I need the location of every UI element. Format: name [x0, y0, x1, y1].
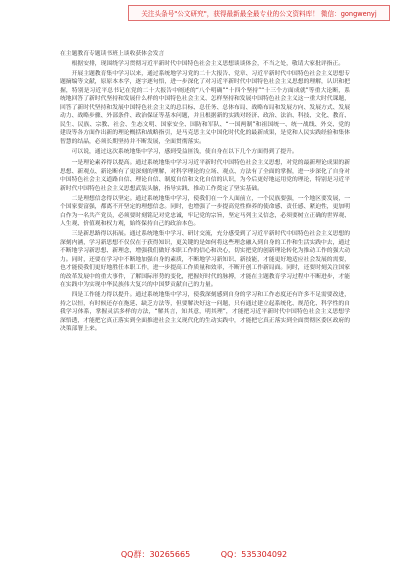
paragraph-point-1: 一是理论素养得以提高。通过系统地集中学习习近平新时代中国特色社会主义思想，对党的最新理论成果的新思想、新观点、新论断有了更深刻的理解，对科学理论的立场、观点、方法有了全面的掌握，进一步深化了自身对中国特色社会主义道路自信、理论自信、制度自信和文化自信的认识，为今后更好地运用党的理论，特别是习近平新时代中国特色社会主义思想武装头脑，指导实践、推动工作奠定了坚实基础。: [60, 160, 350, 192]
paragraph-point-2: 二是理想信念得以坚定。通过系统地集中学习，使我们在一个人面前立，一个民族要强，一个地区要发展，一个国家要富强，都离不开坚定的理想信念。同时，也增强了一步提高党性修养的使命感、责任感、紧迫性，更加明白作为一名共产党员，必须要时刻铭记对党忠诚，牢记党的宗旨，坚定马列主义信念，必须要树立正确的世界观、人生观、价值观和权力观，始终保持自己的政治本色。: [60, 195, 350, 227]
paragraph-summary: 可以说，通过这次系统地集中学习，感到受益匪浅，使自身在以下几个方面得到了提升。: [71, 148, 298, 155]
promo-banner: [128, 5, 390, 21]
paragraph-point-3: 三是新思路得以拓展。通过系统地集中学习、研讨交流，充分感受到了习近平新时代中国特色社会主义思想的深刻内涵，学习新思想不仅仅在于获得知识，更关键的是如何将这些理念融入到自身的工作和生活实践中去，通过不断地学习新思想、新理念，增强我们做好本职工作的信心和决心，切实把党的创新理论转化为推动工作的强大动力。同时，还要在学习中不断地加强自身的素质，不断地学习新知识、新技能，才能更好地适应社会发展的需要，也才能使我们更好地胜任本职工作，进一步提高工作质量和效率，不断开创工作新局面。同时，还要时刻关注国家的改革发展中的重大事件，了解国际形势的变化，把握好时代的脉搏，才能在主题教育学习过程中不断进步，才能在实践中为实现中华民族伟大复兴的中国梦贡献自己的力量。: [60, 231, 350, 288]
qq-text: QQ：535304092: [220, 550, 288, 559]
paragraph-point-4: 四是工作能力得以提升。通过系统地集中学习，使我深刻感到自身的学习和工作态度还有许多不足需要改进，持之以恒，有时候还存在拖延、缺乏方法等，但要解决好这一问题，只有通过建立起系统化、规范化、科学性的自我学习体系，掌握灵活多样的方法，“解其言，知其意，明其理”，才能把习近平新时代中国特色社会主义思想学深悟透，才能把它真正落实到全面推进社会主义现代化的生动实践中，才能把它真正落实到全面贯彻区委区政府的决策部署上来。: [60, 292, 350, 332]
document-body: [60, 50, 350, 335]
document-title: 在主题教育专题读书班上谈收获体会发言: [60, 51, 165, 57]
promo-banner-text: 关注头条号"公文研究"，获得最新最全最专业的公文资料库！ 微信：gongwenyj: [141, 10, 377, 18]
contact-footer: [0, 548, 408, 562]
paragraph-overview: 开展主题教育集中学习以来，通过系统地学习党的二十大报告、党章、习近平新时代中国特色社会主义思想专题摘编等文献，原原本本学，逐字逐句悟，进一步深化了对习近平新时代中国特色社会主义思想的理解，认识和把握，特别是习近平总书记在党的二十大报告中阐述的“八个明确”“十四个坚持”“十三个方面成就”等重大论断，系统地回答了新时代坚持和发展什么样的中国特色社会主义、怎样坚持和发展中国特色社会主义这一重大时代课题，回答了新时代坚持和发展中国特色社会主义的总目标、总任务、总体布局、战略布局和发展方向、发展方式、发展动力、战略步骤、外部条件、政治保证等基本问题，并且根据新的实践对经济、政治、法治、科技、文化、教育、民生、民族、宗教、社会、生态文明、国家安全、国防和军队、“一国两制”和祖国统一、统一战线、外交、党的建设等各方面作出新的理论概括和战略指引，是马克思主义中国化时代化的最新成果，是党和人民实践经验和集体智慧的结晶，必须长期坚持并不断发展，全面贯彻落实。: [60, 70, 350, 145]
paragraph-intro: 根据安排，现围绕学习贯彻习近平新时代中国特色社会主义思想谈谈体会，不当之处，敬请大家批评指正。: [71, 60, 345, 67]
qq-group-text: QQ群：30265665: [120, 550, 191, 559]
